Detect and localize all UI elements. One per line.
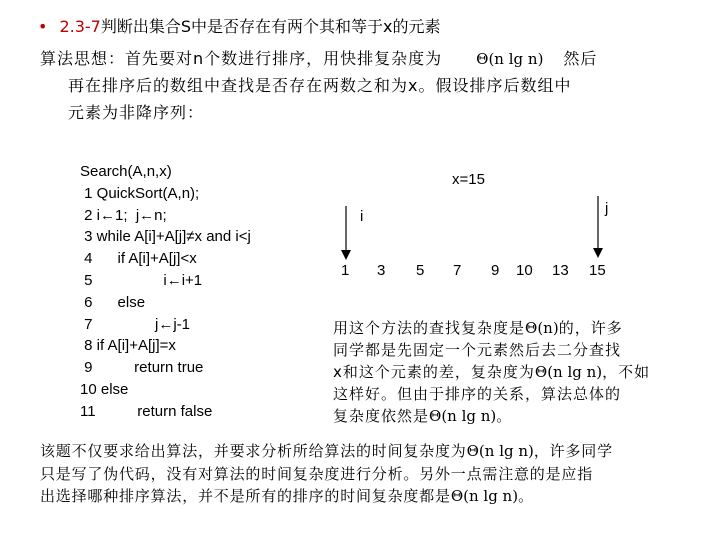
sorted-array [337,262,637,284]
code-line: 3 while A[i]+A[j]≠x and i<j [80,228,251,246]
explanation-line-text: x和这个元素的差，复杂度为 [333,363,535,381]
code-line: 10 else [80,380,129,398]
summary-line [40,485,613,508]
explanation-line [333,361,663,383]
intro-line-1-end: 然后 [563,49,598,68]
nlogn-formula: Θ(n lg n) [429,407,497,425]
array-element: 3 [377,262,386,279]
summary-line-text: 该题不仅要求给出算法，并要求分析所给算法的时间复杂度为 [40,442,467,460]
pointer-j-label: j [605,200,609,217]
array-element: 9 [491,262,500,279]
title-text: 判断出集合S中是否存在有两个其和等于x的元素 [100,17,441,36]
explanation-paragraph [333,317,663,427]
code-line: 4 if A[i]+A[j]<x [80,250,197,268]
code-line: 2 i←1; j←n; [80,206,167,224]
code-line: 6 else [80,293,146,311]
code-line: 1 QuickSort(A,n); [80,184,200,202]
intro-line-3: 元素为非降序列： [68,103,205,122]
bullet: • [38,17,48,36]
intro-line-2: 再在排序后的数组中查找是否存在两数之和为x。假设排序后数组中 [68,76,572,95]
summary-paragraph [40,440,613,508]
code-line: 5 i←i+1 [80,271,203,289]
explanation-line [333,317,663,339]
target-sum-label: x=15 [452,171,485,188]
nlogn-formula: Θ(n lg n) [450,487,519,505]
title-number: 2.3-7 [59,17,101,36]
explanation-line-text: ，不如 [602,363,651,381]
array-element: 7 [453,262,462,279]
summary-line: 只是写了伪代码，没有对算法的时间复杂度进行分析。另外一点需注意的是应指 [40,464,594,483]
explanation-line-text: 复杂度依然是 [333,407,430,425]
array-element: 10 [516,262,533,279]
explanation-line-text: 的，许多 [558,319,623,337]
pointer-j-arrow [593,196,603,258]
code-line: Search(A,n,x) [80,163,172,180]
summary-line-text: 出选择哪种排序算法，并不是所有的排序的时间复杂度都是 [40,487,451,505]
explanation-line [333,405,663,427]
array-element: 13 [552,262,569,279]
summary-line [40,440,613,463]
pointer-i-label: i [360,208,364,225]
array-element: 1 [341,262,350,279]
code-line: 9 return true [80,359,204,377]
array-element: 5 [416,262,425,279]
code-line: 11 return false [80,402,213,420]
linear-formula: Θ(n) [525,319,559,337]
complexity-formula: Θ(n lg n) [476,50,544,68]
pointer-i-arrow [341,206,351,260]
explanation-line: 同学都是先固定一个元素然后去二分查找 [333,341,622,359]
array-element: 15 [589,262,606,279]
code-line: 8 if A[i]+A[j]=x [80,337,176,355]
intro-line-1-text: 算法思想：首先要对n个数进行排序，用快排复杂度为 [40,49,443,68]
explanation-line-text: 用这个方法的查找复杂度是 [333,319,526,337]
summary-line-text: ，许多同学 [533,442,613,460]
summary-line-text: 。 [518,487,534,505]
nlogn-formula: Θ(n lg n) [466,442,534,460]
code-line: 7 j←j-1 [80,315,191,333]
nlogn-formula: Θ(n lg n) [534,363,603,381]
explanation-line-text: 。 [496,407,513,425]
explanation-line: 这样好。但由于排序的关系，算法总体的 [333,385,622,403]
